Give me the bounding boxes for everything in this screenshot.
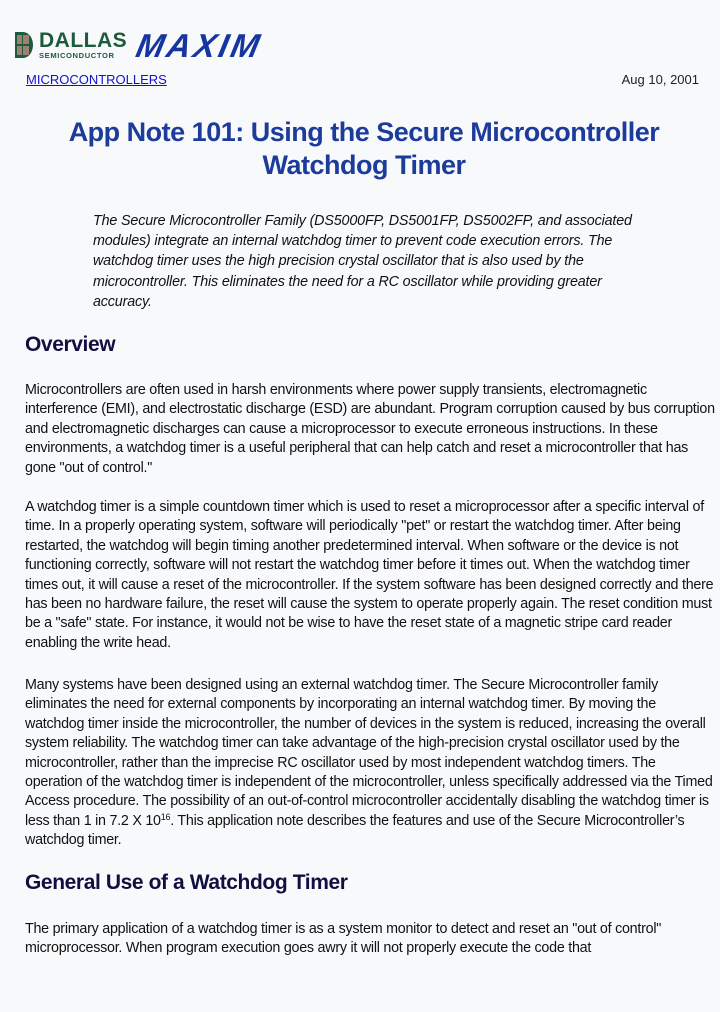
abstract: The Secure Microcontroller Family (DS5000FP, DS5001FP, DS5002FP, and associated modules) integrate an internal watchdog timer to prevent code execution errors. The watchdog timer uses the high precision crystal oscillator that is also used by the microcontroller. This eliminates the need for a RC oscillator while providing greater accuracy. xyxy=(93,213,632,310)
dallas-wordmark: DALLAS xyxy=(39,29,128,53)
semiconductor-wordmark: SEMICONDUCTOR xyxy=(39,51,115,61)
paragraph: Microcontrollers are often used in harsh environments where power supply transients, electromagnetic interference (EMI), and electrostatic discharge (ESD) are abundant. Program corruption caused by bus corruption and electromagnetic discharges can cause a microprocessor to execute erroneous instructions. In these environments, a watchdog timer is a useful peripheral that can help catch and reset a microcontroller that has gone "out of control." xyxy=(25,382,715,476)
category-link[interactable]: MICROCONTROLLERS xyxy=(26,72,167,87)
paragraph-text: Many systems have been designed using an external watchdog timer. The Secure Microcontroller family eliminates the need for external components by incorporating an internal watchdog timer. By moving the watchdog timer inside the microcontroller, the number of devices in the system is reduced, increasing the overall system reliability. The watchdog timer can take advantage of the high-precision crystal oscillator used by the microcontroller, rather than the imprecise RC oscillator used by most independent watchdog timers. The operation of the watchdog timer is independent of the microcontroller, unless specifically addressed via the Timed Access procedure. The possibility of an out-of-control microcontroller accidentally disabling the watchdog timer is less than 1 in 7.2 X 10 xyxy=(25,677,713,829)
section-heading-general-use: General Use of a Watchdog Timer xyxy=(25,871,348,894)
section-heading-overview: Overview xyxy=(25,333,116,356)
paragraph: A watchdog timer is a simple countdown timer which is used to reset a microprocessor after a specific interval of time. In a properly operating system, software will periodically "pet" or restart the watchdog timer. After being restarted, the watchdog will begin timing another predetermined interval. When software or the device is not functioning correctly, software will not restart the watchdog timer before it times out. When the watchdog timer times out, it will cause a reset of the microcontroller. If the system software has been designed correctly and there has been no hardware failure, the reset will cause the system to operate properly again. The reset condition must be a "safe" state. For instance, it would not be wise to have the reset state of a magnetic stripe card reader enabling the write head. xyxy=(25,499,714,651)
company-logo xyxy=(12,26,267,64)
dallas-chip-icon xyxy=(12,31,34,59)
title-line-1: App Note 101: Using the Secure Microcontroller xyxy=(68,117,660,147)
publish-date: Aug 10, 2001 xyxy=(621,72,699,87)
maxim-wordmark: MAXIM xyxy=(133,26,267,64)
paragraph xyxy=(25,676,715,851)
page-title xyxy=(0,116,720,182)
exponent: 16 xyxy=(160,811,171,822)
paragraph: The primary application of a watchdog timer is as a system monitor to detect and reset an "out of control" microprocessor. When program execution goes awry it will not properly execute the code that xyxy=(25,921,662,957)
paragraph-text-tail: . This application note describes the features and use of the Secure Microcontroller’s watchdog timer. xyxy=(25,812,685,849)
title-line-2: Watchdog Timer xyxy=(262,150,466,180)
